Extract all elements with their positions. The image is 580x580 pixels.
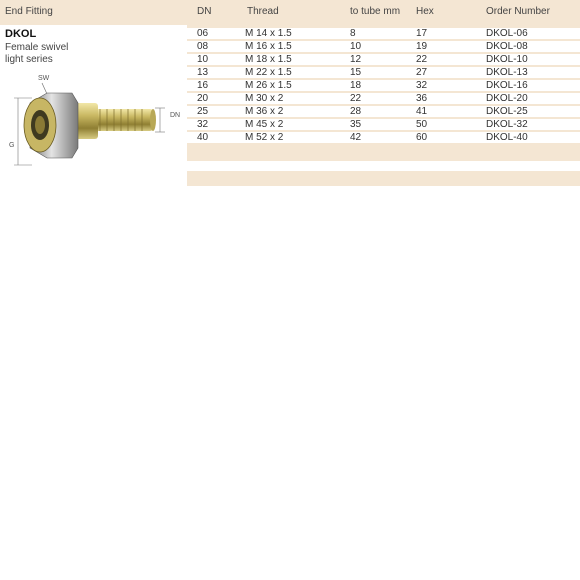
cell-order-number: DKOL-16 — [486, 80, 528, 91]
table-row — [187, 132, 580, 143]
cell-hex: 32 — [416, 80, 428, 91]
table-row — [187, 67, 580, 78]
swivel-nut — [24, 93, 78, 158]
cell-thread: M 16 x 1.5 — [245, 41, 292, 52]
table-row — [187, 93, 580, 104]
cell-hex: 27 — [416, 67, 428, 78]
table-row — [187, 119, 580, 130]
cell-dn: 25 — [197, 106, 209, 117]
cell-dn: 10 — [197, 54, 209, 65]
cell-order-number: DKOL-25 — [486, 106, 528, 117]
cell-dn: 06 — [197, 28, 209, 39]
product-panel — [0, 25, 185, 186]
cell-order-number: DKOL-08 — [486, 41, 528, 52]
product-description-line1: Female swivel — [5, 42, 69, 53]
header-to-tube: to tube mm — [350, 6, 401, 17]
hose-tail — [95, 109, 156, 131]
label-sw: SW — [38, 75, 50, 82]
cell-thread: M 18 x 1.5 — [245, 54, 292, 65]
cell-dn: 08 — [197, 41, 209, 52]
cell-dn: 40 — [197, 132, 209, 143]
cell-tube: 8 — [350, 28, 356, 39]
table-row — [187, 54, 580, 65]
cell-dn: 13 — [197, 67, 209, 78]
cell-dn: 20 — [197, 93, 209, 104]
cell-order-number: DKOL-40 — [486, 132, 528, 143]
cell-dn: 32 — [197, 119, 209, 130]
cell-thread: M 30 x 2 — [245, 93, 284, 104]
cell-tube: 28 — [350, 106, 362, 117]
cell-hex: 50 — [416, 119, 428, 130]
cell-tube: 18 — [350, 80, 362, 91]
cell-tube: 42 — [350, 132, 362, 143]
table-header — [0, 0, 580, 25]
cell-thread: M 45 x 2 — [245, 119, 284, 130]
cell-order-number: DKOL-20 — [486, 93, 528, 104]
header-dn: DN — [197, 6, 212, 17]
cell-order-number: DKOL-06 — [486, 28, 528, 39]
spec-table — [187, 25, 580, 186]
cell-hex: 36 — [416, 93, 428, 104]
cell-hex: 60 — [416, 132, 428, 143]
table-row — [187, 80, 580, 91]
table-row — [187, 106, 580, 117]
cell-order-number: DKOL-10 — [486, 54, 528, 65]
product-code: DKOL — [5, 28, 37, 40]
cell-tube: 22 — [350, 93, 362, 104]
cell-hex: 22 — [416, 54, 428, 65]
cell-tube: 12 — [350, 54, 362, 65]
cell-thread: M 14 x 1.5 — [245, 28, 292, 39]
cell-order-number: DKOL-13 — [486, 67, 528, 78]
header-thread: Thread — [247, 6, 279, 17]
cell-tube: 15 — [350, 67, 362, 78]
cell-hex: 41 — [416, 106, 428, 117]
cell-thread: M 26 x 1.5 — [245, 80, 292, 91]
header-end-fitting: End Fitting — [5, 6, 53, 17]
cell-tube: 35 — [350, 119, 362, 130]
table-row — [187, 41, 580, 52]
table-footer-strip — [187, 161, 580, 171]
cell-dn: 16 — [197, 80, 209, 91]
cell-order-number: DKOL-32 — [486, 119, 528, 130]
cell-hex: 19 — [416, 41, 428, 52]
header-hex: Hex — [416, 6, 434, 17]
label-g: G — [9, 142, 15, 149]
product-description-line2: light series — [5, 54, 53, 65]
cell-hex: 17 — [416, 28, 428, 39]
cell-thread: M 22 x 1.5 — [245, 67, 292, 78]
header-order-number: Order Number — [486, 6, 550, 17]
cell-thread: M 36 x 2 — [245, 106, 284, 117]
cell-tube: 10 — [350, 41, 362, 52]
table-row — [187, 28, 580, 39]
cell-thread: M 52 x 2 — [245, 132, 284, 143]
label-dn: DN — [170, 112, 181, 119]
fitting-drawing — [0, 70, 185, 182]
